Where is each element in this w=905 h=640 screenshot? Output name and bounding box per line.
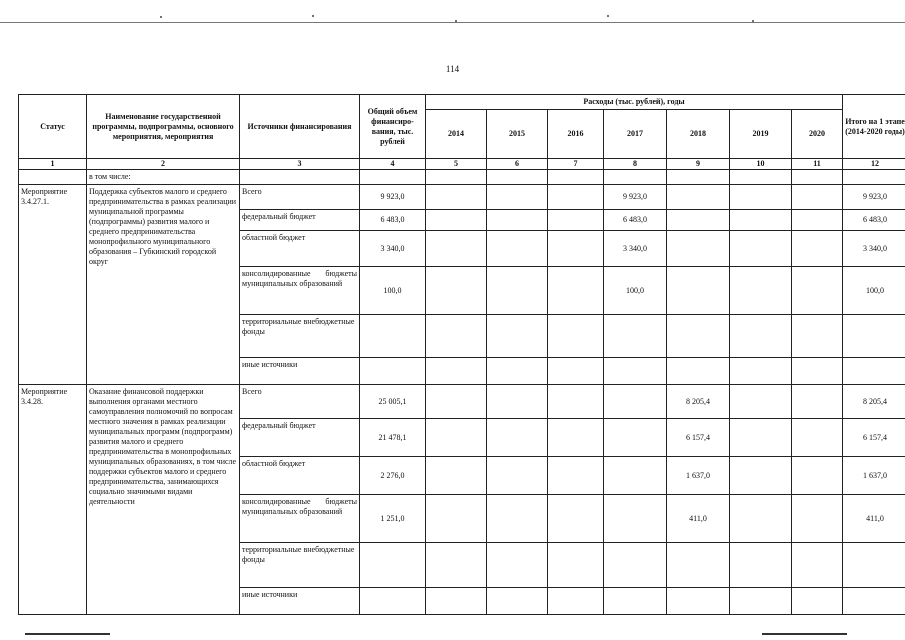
year-cell — [487, 385, 548, 419]
itogo-cell: 100,0 — [843, 267, 905, 315]
year-cell — [730, 588, 792, 615]
table-cell — [667, 170, 730, 185]
year-cell — [548, 419, 604, 457]
year-cell — [730, 231, 792, 267]
year-cell — [426, 315, 487, 358]
year-cell — [604, 385, 667, 419]
year-cell — [604, 315, 667, 358]
itogo-cell: 1 637,0 — [843, 457, 905, 495]
year-cell — [426, 185, 487, 210]
itogo-cell: 3 340,0 — [843, 231, 905, 267]
status-cell: Мероприятие 3.4.27.1. — [19, 185, 87, 385]
scan-line-bottom-left — [25, 633, 110, 635]
column-number: 9 — [667, 159, 730, 170]
total-cell: 6 483,0 — [360, 210, 426, 231]
year-cell — [548, 385, 604, 419]
total-cell — [360, 588, 426, 615]
year-cell — [792, 588, 843, 615]
table-cell — [792, 170, 843, 185]
year-cell — [792, 358, 843, 385]
column-number: 10 — [730, 159, 792, 170]
year-cell — [730, 543, 792, 588]
year-cell — [792, 457, 843, 495]
year-cell — [730, 315, 792, 358]
year-cell: 9 923,0 — [604, 185, 667, 210]
header-year: 2016 — [548, 110, 604, 159]
year-cell — [487, 543, 548, 588]
year-cell — [730, 385, 792, 419]
source-cell: территориальные внебюджетные фонды — [240, 543, 360, 588]
year-cell — [548, 358, 604, 385]
year-cell — [548, 185, 604, 210]
year-cell — [487, 267, 548, 315]
itogo-cell: 9 923,0 — [843, 185, 905, 210]
table-cell — [240, 170, 360, 185]
scan-line-top — [0, 22, 905, 23]
year-cell — [487, 588, 548, 615]
year-cell — [730, 185, 792, 210]
year-cell — [604, 457, 667, 495]
year-cell — [487, 185, 548, 210]
year-cell — [667, 185, 730, 210]
year-cell — [548, 495, 604, 543]
year-cell — [730, 495, 792, 543]
header-expenses: Расходы (тыс. рублей), годы — [426, 95, 843, 110]
year-cell — [426, 457, 487, 495]
year-cell — [604, 543, 667, 588]
budget-table — [18, 94, 905, 615]
source-cell: иные источники — [240, 588, 360, 615]
year-cell — [426, 358, 487, 385]
total-cell — [360, 315, 426, 358]
table-cell — [487, 170, 548, 185]
column-number: 6 — [487, 159, 548, 170]
table-cell — [360, 170, 426, 185]
year-cell — [548, 588, 604, 615]
year-cell: 100,0 — [604, 267, 667, 315]
year-cell — [604, 495, 667, 543]
year-cell — [487, 358, 548, 385]
header-status: Статус — [19, 95, 87, 159]
header-year: 2017 — [604, 110, 667, 159]
column-number: 12 — [843, 159, 905, 170]
itogo-cell — [843, 588, 905, 615]
year-cell — [667, 358, 730, 385]
header-name: Наименование государственной программы, подпрограммы, основного мероприятия, мероприятия — [87, 95, 240, 159]
source-cell: областной бюджет — [240, 231, 360, 267]
year-cell — [667, 588, 730, 615]
year-cell — [548, 543, 604, 588]
year-cell — [426, 267, 487, 315]
year-cell — [487, 457, 548, 495]
year-cell — [548, 267, 604, 315]
status-cell: Мероприятие 3.4.28. — [19, 385, 87, 615]
year-cell — [426, 543, 487, 588]
page-number: 114 — [445, 64, 460, 74]
year-cell — [730, 358, 792, 385]
header-year: 2019 — [730, 110, 792, 159]
total-cell — [360, 358, 426, 385]
year-cell — [792, 385, 843, 419]
year-cell — [548, 315, 604, 358]
header-year: 2018 — [667, 110, 730, 159]
table-cell — [843, 170, 905, 185]
scan-dot — [160, 16, 162, 18]
year-cell — [730, 419, 792, 457]
year-cell — [426, 231, 487, 267]
year-cell — [792, 267, 843, 315]
year-cell — [426, 419, 487, 457]
column-number: 3 — [240, 159, 360, 170]
header-year: 2015 — [487, 110, 548, 159]
header-year: 2014 — [426, 110, 487, 159]
year-cell — [604, 588, 667, 615]
year-cell — [548, 231, 604, 267]
column-number: 8 — [604, 159, 667, 170]
column-number: 5 — [426, 159, 487, 170]
column-number: 2 — [87, 159, 240, 170]
year-cell — [426, 588, 487, 615]
itogo-cell: 6 483,0 — [843, 210, 905, 231]
scan-dot — [607, 15, 609, 17]
year-cell — [487, 495, 548, 543]
scan-dot — [752, 20, 754, 22]
source-cell: федеральный бюджет — [240, 210, 360, 231]
year-cell — [487, 419, 548, 457]
scan-dot — [455, 20, 457, 22]
source-cell: консолидированные бюджеты муниципальных образований — [240, 495, 360, 543]
table-cell — [604, 170, 667, 185]
source-cell: территориальные внебюджетные фонды — [240, 315, 360, 358]
year-cell — [667, 210, 730, 231]
total-cell: 25 005,1 — [360, 385, 426, 419]
year-cell — [792, 185, 843, 210]
header-sources: Источники финансирования — [240, 95, 360, 159]
itogo-cell: 8 205,4 — [843, 385, 905, 419]
year-cell: 6 157,4 — [667, 419, 730, 457]
year-cell — [487, 210, 548, 231]
source-cell: иные источники — [240, 358, 360, 385]
source-cell: областной бюджет — [240, 457, 360, 495]
total-cell: 21 478,1 — [360, 419, 426, 457]
itogo-cell: 411,0 — [843, 495, 905, 543]
total-cell: 1 251,0 — [360, 495, 426, 543]
table-cell — [548, 170, 604, 185]
source-cell: федеральный бюджет — [240, 419, 360, 457]
year-cell — [792, 495, 843, 543]
itogo-cell — [843, 315, 905, 358]
table-cell — [19, 170, 87, 185]
year-cell — [792, 419, 843, 457]
year-cell — [426, 385, 487, 419]
table-cell — [426, 170, 487, 185]
total-cell — [360, 543, 426, 588]
total-cell: 9 923,0 — [360, 185, 426, 210]
header-total: Общий объем финансиро-вания, тыс. рублей — [360, 95, 426, 159]
measure-name-cell: Оказание финансовой поддержки выполнения органами местного самоуправления полномочий по вопросам местного значения в рамках реализации муниципальных программ (подпрограмм) развития малого и среднего предпринимательства в монопрофильных муниципальных образованиях, в том числе поддержки субъектов малого и среднего предпринимательства, занимающихся социально значимыми видами деятельности — [87, 385, 240, 615]
source-cell: Всего — [240, 385, 360, 419]
measure-name-cell: Поддержка субъектов малого и среднего предпринимательства в рамках реализации муниципальной программы (подпрограммы) развития малого и среднего предпринимательства монопрофильного муниципального образования – Губкинский городской округ — [87, 185, 240, 385]
in-that-number-label: в том числе: — [87, 170, 240, 185]
year-cell — [792, 210, 843, 231]
total-cell: 100,0 — [360, 267, 426, 315]
column-number: 7 — [548, 159, 604, 170]
scan-dot — [312, 15, 314, 17]
scan-line-bottom-right — [762, 633, 847, 635]
year-cell — [604, 358, 667, 385]
year-cell — [548, 210, 604, 231]
year-cell — [426, 495, 487, 543]
itogo-cell: 6 157,4 — [843, 419, 905, 457]
column-number: 4 — [360, 159, 426, 170]
source-cell: консолидированные бюджеты муниципальных образований — [240, 267, 360, 315]
table-cell — [730, 170, 792, 185]
header-itogo: Итого на 1 этапе (2014-2020 годы) — [843, 95, 905, 159]
itogo-cell — [843, 543, 905, 588]
year-cell — [548, 457, 604, 495]
year-cell: 1 637,0 — [667, 457, 730, 495]
itogo-cell — [843, 358, 905, 385]
total-cell: 3 340,0 — [360, 231, 426, 267]
year-cell — [792, 231, 843, 267]
year-cell — [667, 231, 730, 267]
year-cell — [730, 210, 792, 231]
year-cell — [792, 543, 843, 588]
year-cell — [730, 457, 792, 495]
year-cell: 411,0 — [667, 495, 730, 543]
year-cell: 6 483,0 — [604, 210, 667, 231]
column-number: 11 — [792, 159, 843, 170]
year-cell — [604, 419, 667, 457]
year-cell — [730, 267, 792, 315]
year-cell — [487, 315, 548, 358]
total-cell: 2 276,0 — [360, 457, 426, 495]
year-cell: 8 205,4 — [667, 385, 730, 419]
year-cell: 3 340,0 — [604, 231, 667, 267]
year-cell — [792, 315, 843, 358]
year-cell — [667, 315, 730, 358]
source-cell: Всего — [240, 185, 360, 210]
header-year: 2020 — [792, 110, 843, 159]
year-cell — [667, 267, 730, 315]
column-number: 1 — [19, 159, 87, 170]
year-cell — [487, 231, 548, 267]
year-cell — [667, 543, 730, 588]
year-cell — [426, 210, 487, 231]
